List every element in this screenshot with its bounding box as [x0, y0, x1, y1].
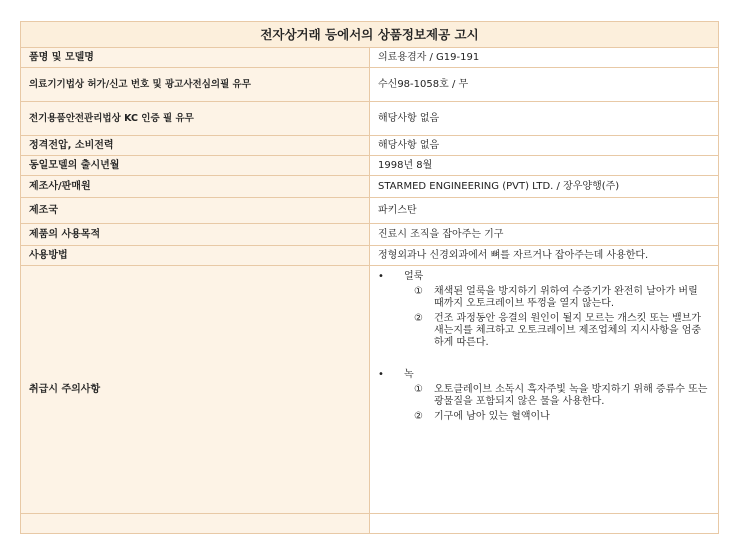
row-value-kc: 해당사항 없음 [370, 102, 719, 136]
row-value-empty [370, 514, 719, 534]
row-label-voltage: 정격전압, 소비전력 [21, 136, 370, 156]
row-value-release: 1998년 8월 [370, 156, 719, 176]
table-row [21, 224, 719, 246]
row-value-manufacturer: STARMED ENGINEERING (PVT) LTD. / 장우양행(주) [370, 176, 719, 198]
table-row [21, 136, 719, 156]
row-value-model: 의료용겸자 / G19-191 [370, 48, 719, 68]
table-row [21, 48, 719, 68]
list-item [414, 384, 710, 408]
row-value-purpose: 진료시 조직을 잡아주는 기구 [370, 224, 719, 246]
list-item [414, 411, 710, 423]
caution-notes [370, 266, 719, 514]
table-row [21, 102, 719, 136]
bullet-icon: • [378, 369, 384, 380]
row-label-caution: 취급시 주의사항 [21, 266, 370, 514]
item-number: ② [414, 313, 423, 324]
table-row [21, 266, 719, 514]
product-info-sheet [20, 21, 719, 534]
table-row [21, 156, 719, 176]
row-label-model: 품명 및 모델명 [21, 48, 370, 68]
list-item [414, 313, 710, 349]
row-label-kc: 전기용품안전관리법상 KC 인증 필 유무 [21, 102, 370, 136]
item-number: ① [414, 384, 423, 395]
item-text: 기구에 남아 있는 혈액이나 [434, 411, 550, 422]
row-value-country: 파키스탄 [370, 198, 719, 224]
row-label-permit: 의료기기법상 허가/신고 번호 및 광고사전심의필 유무 [21, 68, 370, 102]
row-label-empty [21, 514, 370, 534]
row-value-usage: 정형외과나 신경외과에서 뼈를 자르거나 잡아주는데 사용한다. [370, 246, 719, 266]
item-number: ① [414, 286, 423, 297]
row-label-release: 동일모델의 출시년월 [21, 156, 370, 176]
table-row [21, 198, 719, 224]
table-title: 전자상거래 등에서의 상품정보제공 고시 [21, 22, 719, 48]
list-item [414, 286, 710, 310]
row-value-voltage: 해당사항 없음 [370, 136, 719, 156]
table-row [21, 246, 719, 266]
bullet-icon: • [378, 271, 384, 282]
product-info-table [20, 21, 719, 534]
row-label-manufacturer: 제조사/판매원 [21, 176, 370, 198]
item-text: 건조 과정동안 응결의 원인이 될지 모르는 개스킷 또는 밸브가 새는지를 체크하고 오토크레이브 제조업체의 지시사항을 엄중하게 따른다. [434, 313, 702, 348]
row-label-usage: 사용방법 [21, 246, 370, 266]
row-label-purpose: 제품의 사용목적 [21, 224, 370, 246]
row-label-country: 제조국 [21, 198, 370, 224]
caution-section-rust [378, 369, 710, 381]
table-row [21, 68, 719, 102]
caution-section-stain [378, 271, 710, 283]
item-text: 오토클레이브 소독시 흑자주빛 녹을 방지하기 위해 증류수 또는 광물질을 포함되지 않은 물을 사용한다. [434, 384, 708, 407]
item-text: 채색된 얼룩을 방지하기 위하여 수증기가 완전히 날아가 버릴 때까지 오토크레이브 뚜껑을 열지 않는다. [434, 286, 698, 309]
section-heading: 얼룩 [404, 271, 424, 282]
table-row-empty [21, 514, 719, 534]
table-row [21, 176, 719, 198]
row-value-permit: 수신98-1058호 / 무 [370, 68, 719, 102]
item-number: ② [414, 411, 423, 422]
section-heading: 녹 [404, 369, 414, 380]
